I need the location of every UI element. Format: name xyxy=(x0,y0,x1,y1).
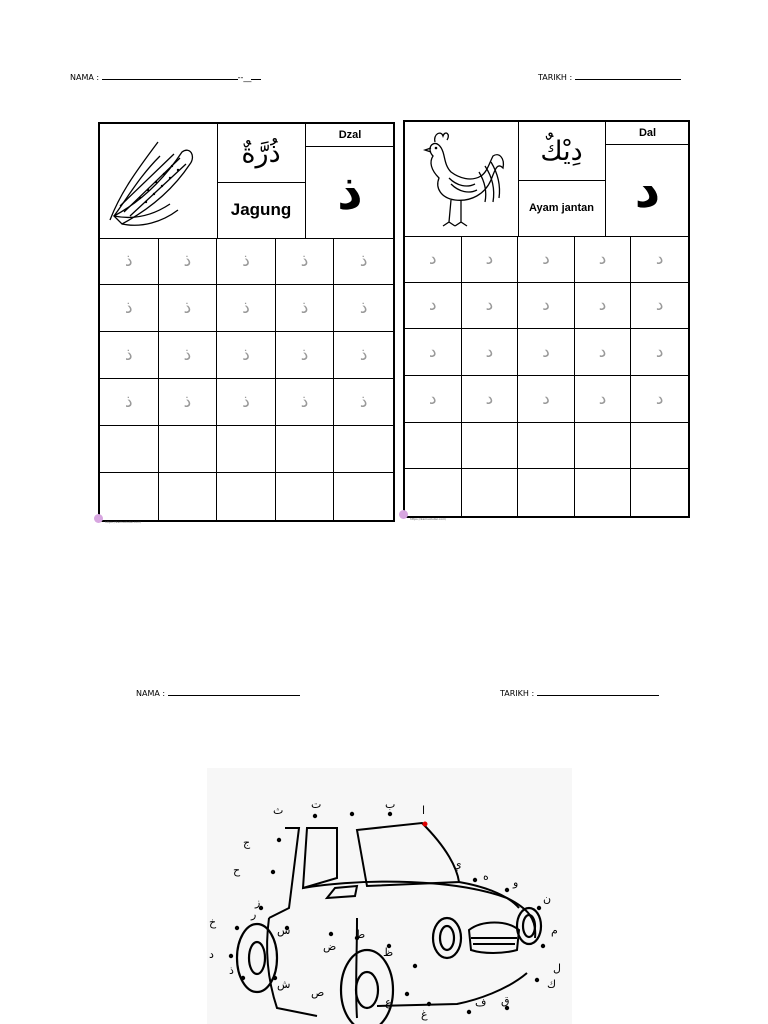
top-tarikh-label: TARIKH : xyxy=(538,72,681,82)
trace-cell[interactable]: ذ xyxy=(100,379,159,426)
blank-practice-cell[interactable] xyxy=(276,426,335,473)
bottom-tarikh-label: TARIKH : xyxy=(500,688,659,698)
trace-cell[interactable]: ذ xyxy=(159,332,218,379)
trace-cell[interactable]: ذ xyxy=(159,379,218,426)
trace-cell[interactable]: د xyxy=(405,376,462,423)
trace-cell[interactable]: د xyxy=(575,236,632,283)
puzzle-letter: م xyxy=(551,924,558,937)
trace-cell[interactable]: د xyxy=(631,236,688,283)
bottom-tarikh-field[interactable] xyxy=(537,688,659,696)
puzzle-letter: و xyxy=(513,876,519,889)
trace-cell[interactable]: ذ xyxy=(100,332,159,379)
blank-practice-cell[interactable] xyxy=(334,426,393,473)
puzzle-letter: ك xyxy=(547,978,557,991)
trace-cell[interactable]: ذ xyxy=(276,285,335,332)
puzzle-letter: س xyxy=(277,924,291,937)
blank-practice-cell[interactable] xyxy=(276,473,335,520)
puzzle-letter: ص xyxy=(311,986,325,999)
big-letter-dzal: ذ xyxy=(337,163,363,221)
trace-cell[interactable]: د xyxy=(518,236,575,283)
blank-practice-cell[interactable] xyxy=(100,473,159,520)
puzzle-letter: ي xyxy=(453,858,462,871)
trace-cell[interactable]: د xyxy=(575,283,632,330)
word-arabic-dik: دِيْكٌ xyxy=(518,122,606,181)
puzzle-letter: ذ xyxy=(229,964,234,977)
blank-practice-cell[interactable] xyxy=(334,473,393,520)
site-logo-icon xyxy=(399,510,408,519)
trace-cell[interactable]: د xyxy=(405,236,462,283)
blank-practice-cell[interactable] xyxy=(631,423,688,470)
puzzle-letter: خ xyxy=(209,916,217,929)
word-malay-jagung: Jagung xyxy=(217,182,306,238)
trace-cell[interactable]: ذ xyxy=(334,285,393,332)
car-dot-puzzle xyxy=(207,768,572,1024)
trace-cell[interactable]: د xyxy=(518,376,575,423)
blank-practice-cell[interactable] xyxy=(159,473,218,520)
trace-cell[interactable]: د xyxy=(462,236,519,283)
top-nama-label: NAMA : --__ xyxy=(70,72,261,82)
puzzle-letter: ر xyxy=(251,908,257,921)
trace-cell[interactable]: د xyxy=(462,283,519,330)
puzzle-letter: ظ xyxy=(383,946,394,959)
trace-cell[interactable]: د xyxy=(462,376,519,423)
puzzle-letter: ب xyxy=(385,798,396,811)
rooster-icon xyxy=(405,122,518,236)
letter-name-dzal: Dzal xyxy=(305,124,395,147)
credit-dzal: https://kamustulisi.com/ xyxy=(105,520,142,524)
blank-practice-cell[interactable] xyxy=(217,426,276,473)
blank-practice-cell[interactable] xyxy=(405,469,462,516)
worksheet-dal xyxy=(403,120,690,518)
puzzle-letter: ش xyxy=(277,978,291,991)
word-malay-ayam-jantan: Ayam jantan xyxy=(518,180,606,236)
worksheet-dzal xyxy=(98,122,395,522)
puzzle-letter: ث xyxy=(273,804,284,817)
credit-dal: https://kamustulisi.com/ xyxy=(410,517,447,521)
puzzle-letter: ض xyxy=(323,940,337,953)
blank-practice-cell[interactable] xyxy=(217,473,276,520)
puzzle-letter: ل xyxy=(553,962,561,975)
bottom-nama-label: NAMA : xyxy=(136,688,300,698)
trace-cell[interactable]: د xyxy=(631,329,688,376)
puzzle-letter: ع xyxy=(385,996,392,1009)
trace-cell[interactable]: ذ xyxy=(276,379,335,426)
trace-cell[interactable]: د xyxy=(631,283,688,330)
blank-practice-cell[interactable] xyxy=(575,469,632,516)
blank-practice-cell[interactable] xyxy=(462,423,519,470)
tracing-grid-dal xyxy=(405,236,688,516)
letter-name-dal: Dal xyxy=(605,122,690,145)
trace-cell[interactable]: ذ xyxy=(334,332,393,379)
trace-cell[interactable]: ذ xyxy=(100,238,159,285)
puzzle-letter: غ xyxy=(421,1008,428,1021)
blank-practice-cell[interactable] xyxy=(462,469,519,516)
trace-cell[interactable]: ذ xyxy=(276,238,335,285)
blank-practice-cell[interactable] xyxy=(518,423,575,470)
trace-cell[interactable]: ذ xyxy=(217,379,276,426)
puzzle-letter: ن xyxy=(543,892,552,905)
puzzle-letter: د xyxy=(209,948,214,961)
trace-cell[interactable]: د xyxy=(575,376,632,423)
word-arabic-dzurrah: ذُرَّةٌ xyxy=(217,124,306,183)
trace-cell[interactable]: ذ xyxy=(334,379,393,426)
trace-cell[interactable]: د xyxy=(518,329,575,376)
puzzle-letter: ح xyxy=(233,864,241,877)
puzzle-letter: ط xyxy=(355,928,366,941)
puzzle-letter: ف xyxy=(475,996,487,1009)
big-letter-dal: د xyxy=(634,161,661,219)
trace-cell[interactable]: د xyxy=(631,376,688,423)
blank-practice-cell[interactable] xyxy=(405,423,462,470)
trace-cell[interactable]: ذ xyxy=(334,238,393,285)
trace-cell[interactable]: ذ xyxy=(217,238,276,285)
corn-icon xyxy=(100,124,217,238)
blank-practice-cell[interactable] xyxy=(518,469,575,516)
puzzle-letter: ه xyxy=(483,870,489,883)
puzzle-letter: ق xyxy=(501,994,510,1007)
site-logo-icon xyxy=(94,514,103,523)
trace-cell[interactable]: ذ xyxy=(276,332,335,379)
trace-cell[interactable]: د xyxy=(405,283,462,330)
puzzle-letter: ا xyxy=(422,804,426,817)
trace-cell[interactable]: د xyxy=(575,329,632,376)
trace-cell[interactable]: ذ xyxy=(217,332,276,379)
trace-cell[interactable]: ذ xyxy=(100,285,159,332)
top-nama-field[interactable] xyxy=(102,72,238,80)
blank-practice-cell[interactable] xyxy=(631,469,688,516)
top-tarikh-field[interactable] xyxy=(575,72,681,80)
trace-cell[interactable]: ذ xyxy=(217,285,276,332)
rooster-picture xyxy=(405,122,519,236)
puzzle-letter: ز xyxy=(255,896,261,909)
trace-cell[interactable]: ذ xyxy=(159,285,218,332)
puzzle-letter: ج xyxy=(243,836,251,849)
corn-picture xyxy=(100,124,218,238)
blank-practice-cell[interactable] xyxy=(575,423,632,470)
trace-cell[interactable]: د xyxy=(405,329,462,376)
puzzle-letter: ت xyxy=(311,798,322,811)
blank-practice-cell[interactable] xyxy=(100,426,159,473)
bottom-nama-field[interactable] xyxy=(168,688,300,696)
trace-cell[interactable]: د xyxy=(518,283,575,330)
trace-cell[interactable]: د xyxy=(462,329,519,376)
blank-practice-cell[interactable] xyxy=(159,426,218,473)
tracing-grid-dzal xyxy=(100,238,393,520)
trace-cell[interactable]: ذ xyxy=(159,238,218,285)
